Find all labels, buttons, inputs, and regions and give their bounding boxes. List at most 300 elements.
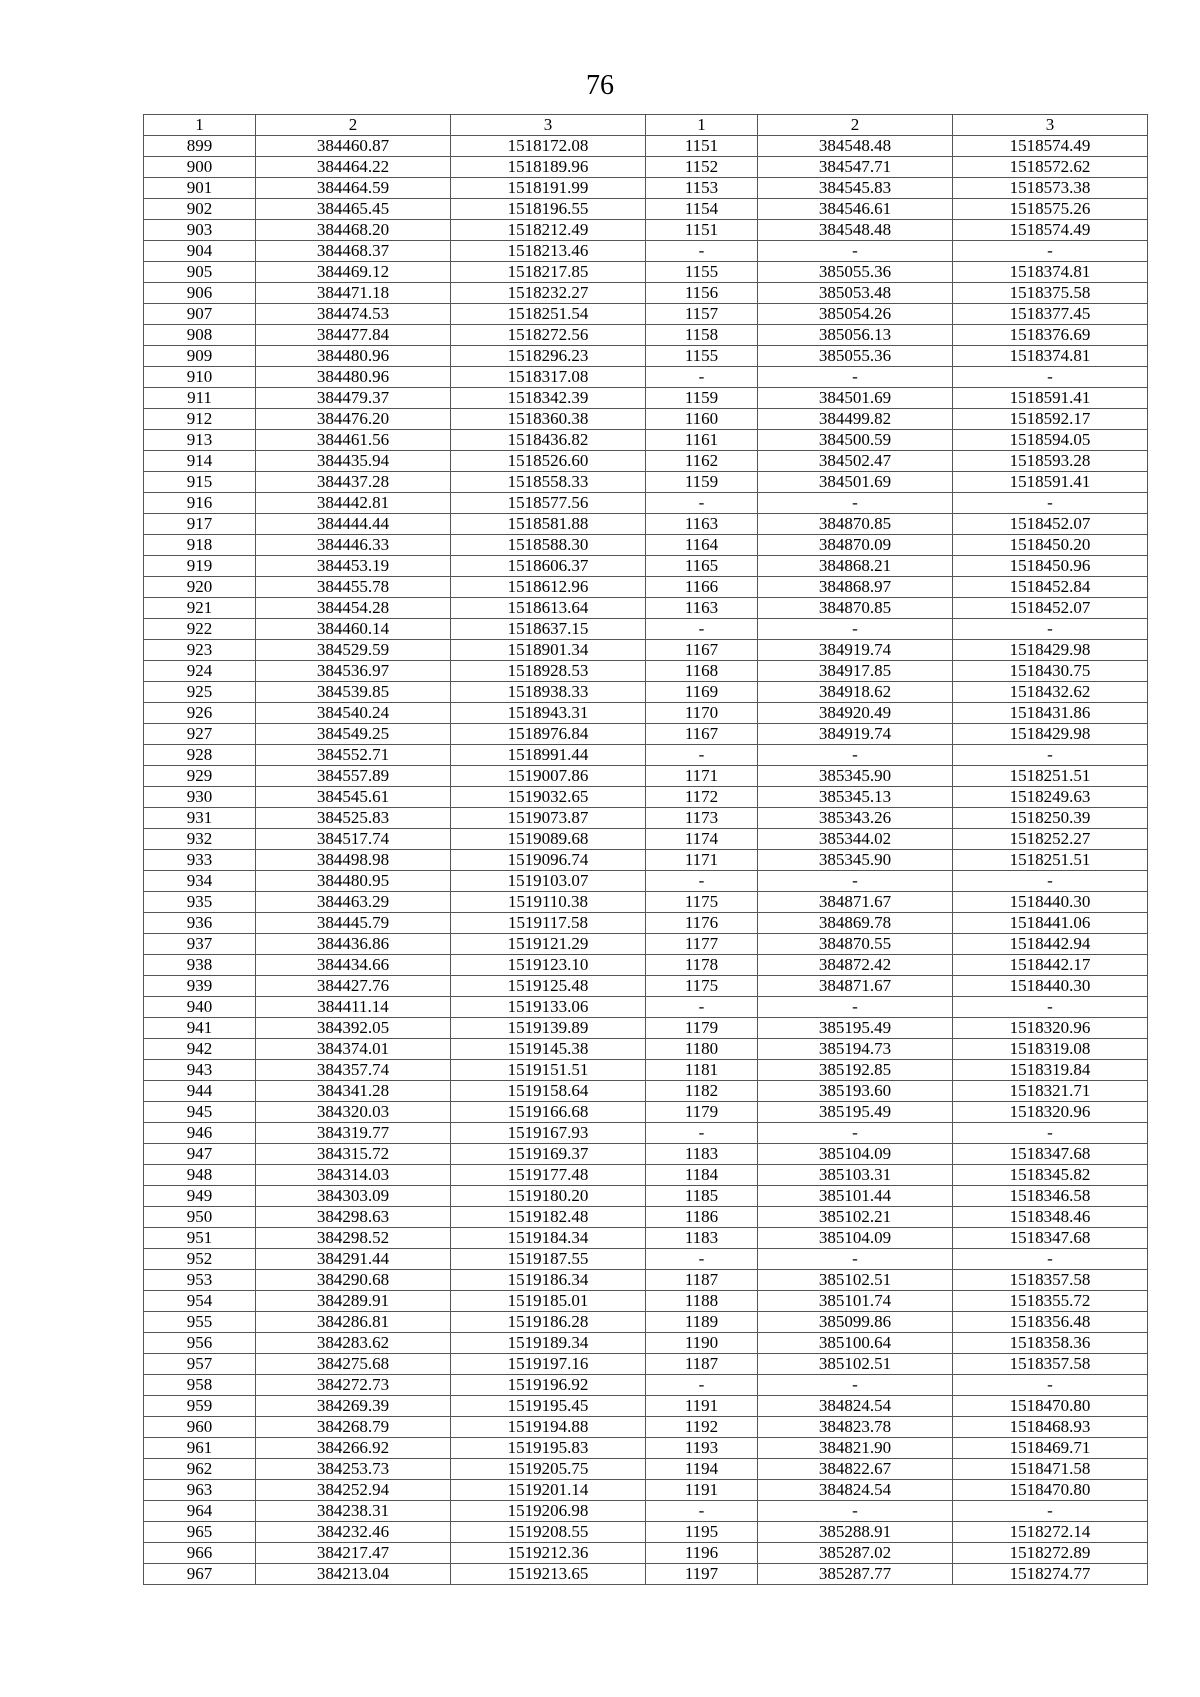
table-row <box>144 1459 1148 1480</box>
table-row <box>144 1144 1148 1165</box>
table-cell: 384455.78 <box>256 577 451 598</box>
table-cell: 1171 <box>646 850 758 871</box>
table-cell: - <box>646 241 758 262</box>
table-cell: 385055.36 <box>758 346 953 367</box>
table-cell: 1519205.75 <box>451 1459 646 1480</box>
table-cell: 1518272.14 <box>953 1522 1148 1543</box>
table-cell: 1519032.65 <box>451 787 646 808</box>
table-row <box>144 1270 1148 1291</box>
table-cell: 384536.97 <box>256 661 451 682</box>
table-cell: 932 <box>144 829 256 850</box>
table-cell: 1519201.14 <box>451 1480 646 1501</box>
table-cell: 1163 <box>646 514 758 535</box>
table-cell: 385287.02 <box>758 1543 953 1564</box>
table-cell: 923 <box>144 640 256 661</box>
table-row <box>144 514 1148 535</box>
table-cell: 1155 <box>646 346 758 367</box>
table-cell: 1196 <box>646 1543 758 1564</box>
table-row <box>144 829 1148 850</box>
table-cell: 1519073.87 <box>451 808 646 829</box>
table-cell: 963 <box>144 1480 256 1501</box>
table-cell: 1519167.93 <box>451 1123 646 1144</box>
table-cell: 384500.59 <box>758 430 953 451</box>
table-cell: 1151 <box>646 136 758 157</box>
table-cell: 952 <box>144 1249 256 1270</box>
table-cell: 384232.46 <box>256 1522 451 1543</box>
table-row <box>144 724 1148 745</box>
table-cell: 1519121.29 <box>451 934 646 955</box>
table-cell: 384471.18 <box>256 283 451 304</box>
table-cell: - <box>758 241 953 262</box>
table-cell: 960 <box>144 1417 256 1438</box>
table-cell: 961 <box>144 1438 256 1459</box>
table-row <box>144 262 1148 283</box>
table-cell: 1161 <box>646 430 758 451</box>
table-cell: 950 <box>144 1207 256 1228</box>
table-cell: 384872.42 <box>758 955 953 976</box>
table-row <box>144 787 1148 808</box>
table-cell: 1518345.82 <box>953 1165 1148 1186</box>
table-cell: 951 <box>144 1228 256 1249</box>
table-cell: 384435.94 <box>256 451 451 472</box>
table-cell: 1518591.41 <box>953 472 1148 493</box>
table-cell: 920 <box>144 577 256 598</box>
table-row <box>144 1501 1148 1522</box>
table-cell: 384465.45 <box>256 199 451 220</box>
table-row <box>144 1228 1148 1249</box>
table-cell: 1518592.17 <box>953 409 1148 430</box>
table-cell: 926 <box>144 703 256 724</box>
table-cell: 384283.62 <box>256 1333 451 1354</box>
table-cell: 947 <box>144 1144 256 1165</box>
table-cell: 945 <box>144 1102 256 1123</box>
table-cell: 1518172.08 <box>451 136 646 157</box>
table-cell: 384480.95 <box>256 871 451 892</box>
table-cell: 1157 <box>646 304 758 325</box>
table-cell: 385102.21 <box>758 1207 953 1228</box>
table-cell: 384871.67 <box>758 892 953 913</box>
table-cell: 1518251.51 <box>953 850 1148 871</box>
table-cell: 1518575.26 <box>953 199 1148 220</box>
table-cell: 1177 <box>646 934 758 955</box>
table-cell: 1518375.58 <box>953 283 1148 304</box>
table-cell: 1518452.07 <box>953 598 1148 619</box>
table-cell: 1519206.98 <box>451 1501 646 1522</box>
table-cell: 384870.85 <box>758 598 953 619</box>
table-cell: 384374.01 <box>256 1039 451 1060</box>
table-cell: 1518558.33 <box>451 472 646 493</box>
header-cell: 1 <box>144 115 256 136</box>
table-cell: 1195 <box>646 1522 758 1543</box>
table-row <box>144 1018 1148 1039</box>
table-row <box>144 157 1148 178</box>
table-cell: - <box>646 1375 758 1396</box>
table-cell: 1518272.56 <box>451 325 646 346</box>
table-cell: 1518251.54 <box>451 304 646 325</box>
table-row <box>144 808 1148 829</box>
table-cell: 1167 <box>646 724 758 745</box>
table-cell: 384552.71 <box>256 745 451 766</box>
table-cell: 924 <box>144 661 256 682</box>
table-cell: 1179 <box>646 1018 758 1039</box>
table-cell: 384477.84 <box>256 325 451 346</box>
table-cell: 1519196.92 <box>451 1375 646 1396</box>
table-cell: 942 <box>144 1039 256 1060</box>
table-row <box>144 1207 1148 1228</box>
table-cell: 1518374.81 <box>953 346 1148 367</box>
table-cell: 384442.81 <box>256 493 451 514</box>
table-cell: 384539.85 <box>256 682 451 703</box>
table-cell: 1519180.20 <box>451 1186 646 1207</box>
table-cell: 1518377.45 <box>953 304 1148 325</box>
table-cell: 1518943.31 <box>451 703 646 724</box>
table-cell: 384446.33 <box>256 535 451 556</box>
table-cell: 384549.25 <box>256 724 451 745</box>
table-cell: 384268.79 <box>256 1417 451 1438</box>
table-cell: 1188 <box>646 1291 758 1312</box>
table-cell: 1518471.58 <box>953 1459 1148 1480</box>
table-cell: 965 <box>144 1522 256 1543</box>
table-cell: 1518212.49 <box>451 220 646 241</box>
table-row <box>144 1375 1148 1396</box>
table-cell: 385055.36 <box>758 262 953 283</box>
table-cell: 1519197.16 <box>451 1354 646 1375</box>
table-row <box>144 199 1148 220</box>
table-cell: 1172 <box>646 787 758 808</box>
table-cell: 384501.69 <box>758 472 953 493</box>
table-cell: 1518429.98 <box>953 724 1148 745</box>
table-cell: 384411.14 <box>256 997 451 1018</box>
table-cell: - <box>953 241 1148 262</box>
table-cell: 1518347.68 <box>953 1228 1148 1249</box>
table-cell: 928 <box>144 745 256 766</box>
table-cell: 384437.28 <box>256 472 451 493</box>
table-cell: 384290.68 <box>256 1270 451 1291</box>
table-cell: 1191 <box>646 1396 758 1417</box>
table-row <box>144 220 1148 241</box>
table-cell: - <box>646 367 758 388</box>
table-cell: 384824.54 <box>758 1396 953 1417</box>
table-cell: 1166 <box>646 577 758 598</box>
table-cell: 1519089.68 <box>451 829 646 850</box>
table-cell: 930 <box>144 787 256 808</box>
table-cell: 1518470.80 <box>953 1480 1148 1501</box>
table-cell: 958 <box>144 1375 256 1396</box>
table-cell: - <box>646 1501 758 1522</box>
coordinates-table <box>143 114 1148 1585</box>
table-cell: 909 <box>144 346 256 367</box>
table-row <box>144 472 1148 493</box>
table-cell: 927 <box>144 724 256 745</box>
table-cell: 943 <box>144 1060 256 1081</box>
table-cell: - <box>758 1249 953 1270</box>
table-cell: 384479.37 <box>256 388 451 409</box>
table-cell: 385101.44 <box>758 1186 953 1207</box>
table-cell: 1518320.96 <box>953 1018 1148 1039</box>
table-cell: 384460.87 <box>256 136 451 157</box>
table-cell: 1518613.64 <box>451 598 646 619</box>
table-cell: 911 <box>144 388 256 409</box>
table-cell: 385345.13 <box>758 787 953 808</box>
header-cell: 2 <box>758 115 953 136</box>
table-cell: 913 <box>144 430 256 451</box>
table-cell: 384454.28 <box>256 598 451 619</box>
table-cell: 384547.71 <box>758 157 953 178</box>
table-cell: 1518432.62 <box>953 682 1148 703</box>
table-cell: 1519125.48 <box>451 976 646 997</box>
table-row <box>144 766 1148 787</box>
table-cell: 384468.20 <box>256 220 451 241</box>
table-cell: 384529.59 <box>256 640 451 661</box>
table-cell: 941 <box>144 1018 256 1039</box>
table-cell: 934 <box>144 871 256 892</box>
table-cell: 1518591.41 <box>953 388 1148 409</box>
table-cell: 922 <box>144 619 256 640</box>
table-cell: 384548.48 <box>758 136 953 157</box>
table-cell: 1519189.34 <box>451 1333 646 1354</box>
table-row <box>144 1123 1148 1144</box>
table-cell: 384918.62 <box>758 682 953 703</box>
table-cell: 384517.74 <box>256 829 451 850</box>
table-cell: 1519158.64 <box>451 1081 646 1102</box>
table-cell: 1518440.30 <box>953 976 1148 997</box>
table-cell: 1518251.51 <box>953 766 1148 787</box>
table-cell: 384289.91 <box>256 1291 451 1312</box>
table-cell: - <box>646 619 758 640</box>
table-cell: 939 <box>144 976 256 997</box>
table-cell: 1518360.38 <box>451 409 646 430</box>
table-cell: 385345.90 <box>758 766 953 787</box>
table-cell: 385102.51 <box>758 1270 953 1291</box>
table-cell: 1518376.69 <box>953 325 1148 346</box>
table-cell: 1518430.75 <box>953 661 1148 682</box>
table-cell: 1518272.89 <box>953 1543 1148 1564</box>
table-cell: 384540.24 <box>256 703 451 724</box>
table-row <box>144 241 1148 262</box>
table-row <box>144 745 1148 766</box>
table-cell: 948 <box>144 1165 256 1186</box>
table-cell: 1158 <box>646 325 758 346</box>
table-cell: 384525.83 <box>256 808 451 829</box>
table-row <box>144 136 1148 157</box>
table-cell: 1518470.80 <box>953 1396 1148 1417</box>
table-cell: 1518319.08 <box>953 1039 1148 1060</box>
table-cell: 902 <box>144 199 256 220</box>
table-cell: 954 <box>144 1291 256 1312</box>
table-cell: 1197 <box>646 1564 758 1585</box>
table-row <box>144 388 1148 409</box>
table-cell: 384275.68 <box>256 1354 451 1375</box>
table-cell: 1518317.08 <box>451 367 646 388</box>
table-cell: 899 <box>144 136 256 157</box>
table-row <box>144 283 1148 304</box>
table-cell: 1518347.68 <box>953 1144 1148 1165</box>
table-cell: - <box>758 745 953 766</box>
table-row <box>144 1417 1148 1438</box>
table-cell: 385102.51 <box>758 1354 953 1375</box>
table-cell: 384823.78 <box>758 1417 953 1438</box>
table-cell: 933 <box>144 850 256 871</box>
table-cell: 1186 <box>646 1207 758 1228</box>
header-row <box>144 115 1148 136</box>
table-row <box>144 661 1148 682</box>
table-cell: 384461.56 <box>256 430 451 451</box>
header-cell: 1 <box>646 115 758 136</box>
table-cell: 1519007.86 <box>451 766 646 787</box>
table-cell: 385054.26 <box>758 304 953 325</box>
table-cell: 1519169.37 <box>451 1144 646 1165</box>
table-cell: - <box>758 367 953 388</box>
table-cell: 385100.64 <box>758 1333 953 1354</box>
table-cell: 384919.74 <box>758 640 953 661</box>
table-cell: - <box>953 1123 1148 1144</box>
table-row <box>144 325 1148 346</box>
table-cell: - <box>758 1501 953 1522</box>
table-cell: 1518296.23 <box>451 346 646 367</box>
table-row <box>144 304 1148 325</box>
table-cell: 1518593.28 <box>953 451 1148 472</box>
table-cell: 944 <box>144 1081 256 1102</box>
table-cell: 384460.14 <box>256 619 451 640</box>
table-cell: 915 <box>144 472 256 493</box>
table-cell: 1518429.98 <box>953 640 1148 661</box>
table-cell: 1518189.96 <box>451 157 646 178</box>
table-cell: 384476.20 <box>256 409 451 430</box>
table-row <box>144 913 1148 934</box>
table-cell: 1152 <box>646 157 758 178</box>
table-row <box>144 430 1148 451</box>
table-cell: 1518252.27 <box>953 829 1148 850</box>
table-cell: - <box>953 745 1148 766</box>
table-cell: 384253.73 <box>256 1459 451 1480</box>
table-cell: - <box>758 493 953 514</box>
table-cell: 384269.39 <box>256 1396 451 1417</box>
table-cell: 1154 <box>646 199 758 220</box>
table-cell: 1179 <box>646 1102 758 1123</box>
table-cell: 1518452.07 <box>953 514 1148 535</box>
table-cell: 384502.47 <box>758 451 953 472</box>
table-cell: 1519184.34 <box>451 1228 646 1249</box>
table-row <box>144 1039 1148 1060</box>
table-cell: 1518637.15 <box>451 619 646 640</box>
table-cell: 1159 <box>646 388 758 409</box>
table-row <box>144 577 1148 598</box>
table-cell: 1151 <box>646 220 758 241</box>
table-cell: 1519177.48 <box>451 1165 646 1186</box>
table-cell: 1518431.86 <box>953 703 1148 724</box>
table-cell: 1518581.88 <box>451 514 646 535</box>
table-cell: 385101.74 <box>758 1291 953 1312</box>
table-cell: 385194.73 <box>758 1039 953 1060</box>
table-cell: 966 <box>144 1543 256 1564</box>
table-cell: 385053.48 <box>758 283 953 304</box>
table-cell: 1185 <box>646 1186 758 1207</box>
table-cell: 1518357.58 <box>953 1270 1148 1291</box>
table-cell: 1183 <box>646 1228 758 1249</box>
table-cell: 384480.96 <box>256 367 451 388</box>
table-row <box>144 1396 1148 1417</box>
table-cell: 1518442.94 <box>953 934 1148 955</box>
table-cell: 1518452.84 <box>953 577 1148 598</box>
table-cell: 384868.21 <box>758 556 953 577</box>
table-cell: 964 <box>144 1501 256 1522</box>
table-cell: 384252.94 <box>256 1480 451 1501</box>
table-cell: 384303.09 <box>256 1186 451 1207</box>
table-cell: 384545.61 <box>256 787 451 808</box>
table-cell: - <box>953 493 1148 514</box>
table-cell: 931 <box>144 808 256 829</box>
table-cell: 384870.55 <box>758 934 953 955</box>
table-row <box>144 598 1148 619</box>
table-cell: 912 <box>144 409 256 430</box>
table-cell: 384501.69 <box>758 388 953 409</box>
table-cell: 384453.19 <box>256 556 451 577</box>
table-row <box>144 1249 1148 1270</box>
table-row <box>144 1438 1148 1459</box>
table-cell: 384822.67 <box>758 1459 953 1480</box>
table-cell: 957 <box>144 1354 256 1375</box>
table-cell: 384272.73 <box>256 1375 451 1396</box>
table-cell: 1518440.30 <box>953 892 1148 913</box>
table-cell: 1519195.45 <box>451 1396 646 1417</box>
table-row <box>144 892 1148 913</box>
table-cell: 1518938.33 <box>451 682 646 703</box>
table-cell: 384498.98 <box>256 850 451 871</box>
table-cell: 385104.09 <box>758 1144 953 1165</box>
table-cell: 1518577.56 <box>451 493 646 514</box>
table-cell: 384868.97 <box>758 577 953 598</box>
table-cell: 904 <box>144 241 256 262</box>
table-row <box>144 1333 1148 1354</box>
table-cell: 385104.09 <box>758 1228 953 1249</box>
table-cell: 1164 <box>646 535 758 556</box>
table-cell: 384291.44 <box>256 1249 451 1270</box>
table-row <box>144 1522 1148 1543</box>
table-cell: 384213.04 <box>256 1564 451 1585</box>
header-cell: 3 <box>451 115 646 136</box>
table-cell: 1519185.01 <box>451 1291 646 1312</box>
table-cell: 1518355.72 <box>953 1291 1148 1312</box>
table-cell: 384824.54 <box>758 1480 953 1501</box>
table-cell: 1518901.34 <box>451 640 646 661</box>
table-row <box>144 409 1148 430</box>
table-cell: 1184 <box>646 1165 758 1186</box>
table-cell: 1519145.38 <box>451 1039 646 1060</box>
table-cell: 384920.49 <box>758 703 953 724</box>
table-row <box>144 850 1148 871</box>
table-cell: - <box>953 367 1148 388</box>
table-cell: 384919.74 <box>758 724 953 745</box>
table-cell: 1518357.58 <box>953 1354 1148 1375</box>
table-cell: 384870.09 <box>758 535 953 556</box>
table-cell: 925 <box>144 682 256 703</box>
table-cell: 1153 <box>646 178 758 199</box>
table-cell: 1518250.39 <box>953 808 1148 829</box>
table-cell: 940 <box>144 997 256 1018</box>
table-cell: 384464.59 <box>256 178 451 199</box>
table-cell: 1518356.48 <box>953 1312 1148 1333</box>
table-cell: 1162 <box>646 451 758 472</box>
table-cell: 1518572.62 <box>953 157 1148 178</box>
table-cell: 1518348.46 <box>953 1207 1148 1228</box>
table-cell: 384217.47 <box>256 1543 451 1564</box>
table-cell: 384463.29 <box>256 892 451 913</box>
table-cell: 1518469.71 <box>953 1438 1148 1459</box>
table-body <box>144 115 1148 1585</box>
table-cell: - <box>953 1249 1148 1270</box>
table-cell: - <box>758 619 953 640</box>
table-cell: 1168 <box>646 661 758 682</box>
